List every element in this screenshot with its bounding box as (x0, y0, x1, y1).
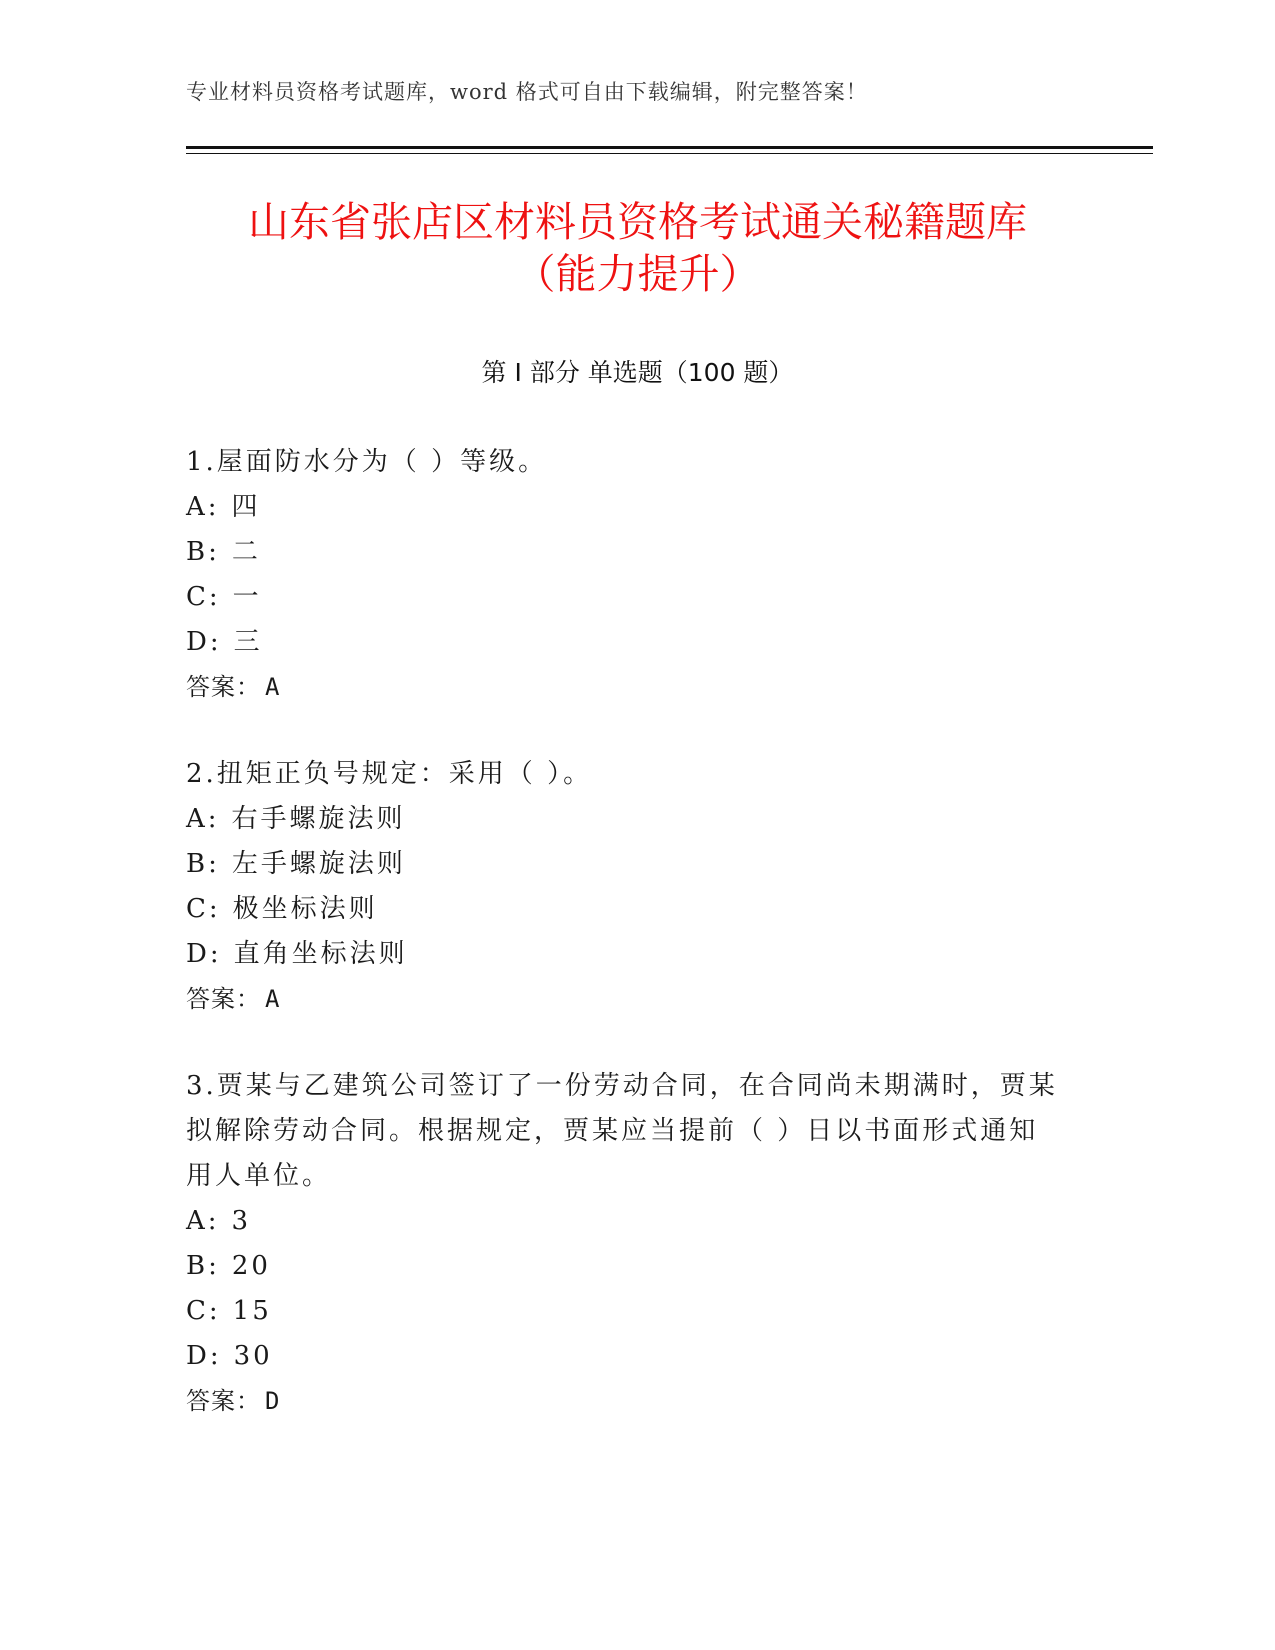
option-text: 极坐标法则 (232, 894, 378, 924)
option-label: D: (186, 939, 222, 969)
question-1 (186, 440, 1086, 710)
question-list (186, 440, 1086, 1466)
option-d (186, 1334, 1086, 1379)
option-text: 30 (233, 1341, 273, 1371)
option-d (186, 932, 1086, 977)
option-c (186, 887, 1086, 932)
option-c (186, 575, 1086, 620)
option-text: 右手螺旋法则 (231, 804, 406, 834)
option-text: 直角坐标法则 (233, 939, 408, 969)
option-label: A: (186, 492, 220, 522)
option-label: A: (186, 1206, 220, 1236)
option-a (186, 797, 1086, 842)
option-a (186, 485, 1086, 530)
answer (186, 665, 1086, 710)
question-stem: 2.扭矩正负号规定：采用（ ）。 (186, 759, 593, 789)
option-text: 15 (232, 1296, 272, 1326)
option-b (186, 842, 1086, 887)
option-label: C: (186, 894, 221, 924)
answer-value: D (265, 1387, 281, 1415)
option-text: 一 (232, 582, 262, 612)
question-2 (186, 752, 1086, 1022)
option-a (186, 1199, 1086, 1244)
option-text: 20 (231, 1251, 271, 1281)
option-text: 二 (231, 537, 261, 567)
option-c (186, 1289, 1086, 1334)
answer-value: A (265, 673, 281, 701)
question-stem: 3.贾某与乙建筑公司签订了一份劳动合同，在合同尚未期满时，贾某拟解除劳动合同。根据规定，贾某应当提前（ ）日以书面形式通知用人单位。 (186, 1071, 1058, 1191)
answer-label: 答案： (186, 985, 261, 1013)
section-title: 第 I 部分 单选题（100 题） (481, 358, 794, 387)
answer (186, 977, 1086, 1022)
header-rule-thin (186, 153, 1153, 154)
document-title-line2: （能力提升） (514, 250, 761, 298)
option-label: B: (186, 849, 220, 879)
option-label: A: (186, 804, 220, 834)
option-b (186, 1244, 1086, 1289)
document-title-line1: 山东省张店区材料员资格考试通关秘籍题库 (248, 198, 1027, 246)
option-label: C: (186, 1296, 221, 1326)
option-text: 3 (231, 1206, 252, 1236)
answer-value: A (265, 985, 281, 1013)
answer-label: 答案： (186, 673, 261, 701)
option-text: 三 (233, 627, 263, 657)
answer (186, 1379, 1086, 1424)
option-label: D: (186, 627, 222, 657)
header-note: 专业材料员资格考试题库，word 格式可自由下载编辑，附完整答案！ (186, 80, 868, 104)
option-d (186, 620, 1086, 665)
option-b (186, 530, 1086, 575)
option-label: B: (186, 1251, 220, 1281)
answer-label: 答案： (186, 1387, 261, 1415)
header-rule-thick (186, 146, 1153, 149)
option-label: B: (186, 537, 220, 567)
question-stem: 1.屋面防水分为（ ）等级。 (186, 447, 548, 477)
option-text: 左手螺旋法则 (231, 849, 406, 879)
option-text: 四 (231, 492, 261, 522)
question-3 (186, 1064, 1086, 1424)
option-label: D: (186, 1341, 222, 1371)
option-label: C: (186, 582, 221, 612)
document-title (130, 196, 1145, 300)
